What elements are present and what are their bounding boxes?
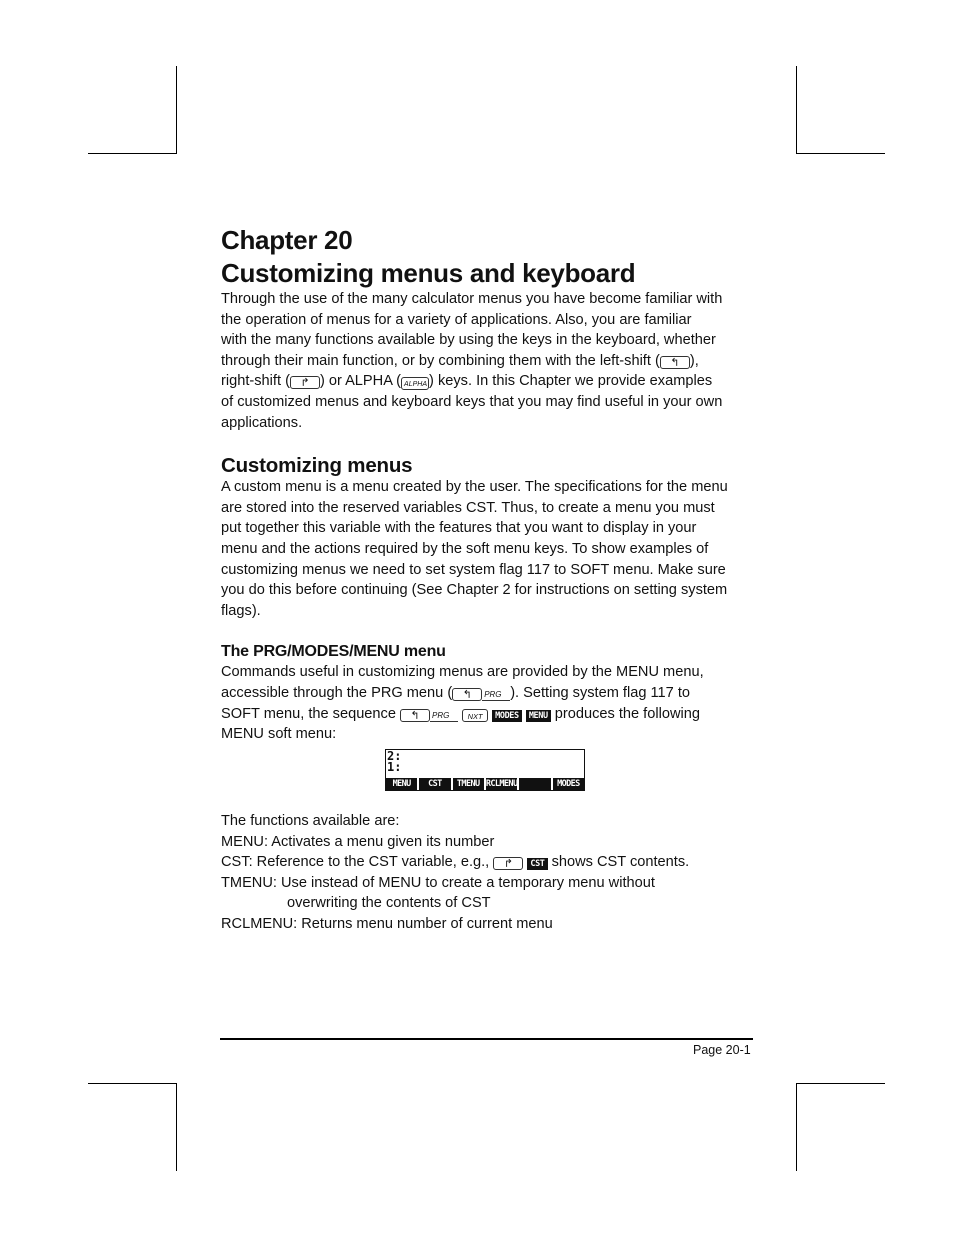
left-shift-key-icon: ↰ (400, 709, 430, 722)
text-line: Commands useful in customizing menus are provided by the MENU menu, (221, 664, 704, 681)
softkey-rclmenu[interactable]: RCLMENU (485, 779, 518, 789)
left-shift-key-icon: ↰ (452, 688, 482, 701)
text-line: of customized menus and keyboard keys that you may find useful in your own (221, 393, 723, 410)
modes-softkey-icon: MODES (492, 710, 522, 722)
text-span: accessible through the PRG menu ( (221, 684, 453, 701)
functions-list (221, 811, 756, 935)
text-line: menu and the actions required by the soft menu keys. To show examples of (221, 540, 709, 557)
prg-key-label: PRG (430, 711, 458, 722)
text-line: MENU soft menu: (221, 726, 337, 743)
crop-mark (176, 66, 177, 154)
text-span: ). Setting system flag 117 to (510, 684, 690, 701)
section1-paragraph (221, 477, 756, 621)
right-shift-key-icon: ↱ (290, 376, 320, 389)
softkey-tmenu[interactable]: TMENU (453, 778, 484, 790)
calculator-screen (385, 749, 585, 791)
prg-key-label: PRG (482, 690, 510, 701)
text-span: through their main function, or by combining them with the left-shift ( (221, 352, 660, 369)
text-line: applications. (221, 414, 303, 431)
text-line: put together this variable with the features that you want to display in your (221, 520, 697, 537)
text-span: CST: Reference to the CST variable, e.g., (221, 854, 490, 871)
text-line: customizing menus we need to set system flag 117 to SOFT menu. Make sure (221, 561, 726, 578)
softkey-cst[interactable]: CST (419, 778, 450, 790)
page-content (221, 224, 756, 745)
stack-level-1: 1: (387, 760, 402, 774)
soft-menu-bar (386, 778, 584, 790)
text-span: ) keys. In this Chapter we provide examples (429, 373, 713, 390)
chapter-title: Customizing menus and keyboard (221, 258, 636, 288)
text-line: flags). (221, 602, 261, 619)
text-line: A custom menu is a menu created by the user. The specifications for the menu (221, 479, 728, 496)
text-line: TMENU: Use instead of MENU to create a temporary menu without (221, 874, 655, 891)
text-line: MENU: Activates a menu given its number (221, 833, 495, 850)
nxt-key-icon: NXT (462, 709, 488, 722)
softkey-menu[interactable]: MENU (386, 778, 417, 790)
text-line (221, 683, 756, 704)
text-line: RCLMENU: Returns menu number of current menu (221, 915, 553, 932)
text-line (221, 852, 756, 873)
text-line (221, 371, 756, 392)
text-line: you do this before continuing (See Chapter 2 for instructions on setting system (221, 582, 728, 599)
section-heading: Customizing menus (221, 454, 413, 478)
stack-level-2: 2: (387, 749, 402, 763)
text-line: overwriting the contents of CST (287, 895, 491, 912)
menu-softkey-icon: MENU (526, 710, 551, 722)
subsection-heading: The PRG/MODES/MENU menu (221, 643, 446, 661)
crop-mark (796, 66, 797, 154)
crop-mark (796, 1083, 885, 1084)
chapter-number: Chapter 20 (221, 225, 353, 255)
softkey-modes[interactable]: MODES (553, 778, 584, 790)
softkey-blank[interactable] (519, 778, 550, 790)
crop-mark (88, 153, 177, 154)
alpha-key-icon: ALPHA (401, 377, 429, 390)
text-span: shows CST contents. (551, 854, 690, 871)
text-span: ), (689, 352, 699, 369)
crop-mark (796, 153, 885, 154)
crop-mark (88, 1083, 177, 1084)
intro-paragraph (221, 289, 756, 433)
right-shift-key-icon: ↱ (493, 857, 523, 870)
footer-rule (220, 1038, 753, 1040)
text-span: ) or ALPHA ( (319, 373, 402, 390)
left-shift-key-icon: ↰ (660, 356, 690, 369)
text-line: the operation of menus for a variety of applications. Also, you are familiar (221, 311, 692, 328)
stack-display (386, 750, 584, 773)
text-line (221, 351, 756, 372)
text-span: produces the following (554, 705, 700, 722)
crop-mark (796, 1083, 797, 1171)
section2-paragraph (221, 662, 756, 744)
text-line: are stored into the reserved variables CST. Thus, to create a menu you must (221, 499, 715, 516)
cst-softkey-icon: CST (527, 858, 547, 870)
text-span: right-shift ( (221, 373, 290, 390)
text-line: Through the use of the many calculator menus you have become familiar with (221, 291, 723, 307)
page-number: Page 20-1 (693, 1043, 751, 1057)
text-span: SOFT menu, the sequence (221, 705, 396, 722)
text-line: with the many functions available by using the keys in the keyboard, whether (221, 332, 716, 349)
text-line: The functions available are: (221, 813, 400, 829)
crop-mark (176, 1083, 177, 1171)
text-line (221, 704, 756, 725)
